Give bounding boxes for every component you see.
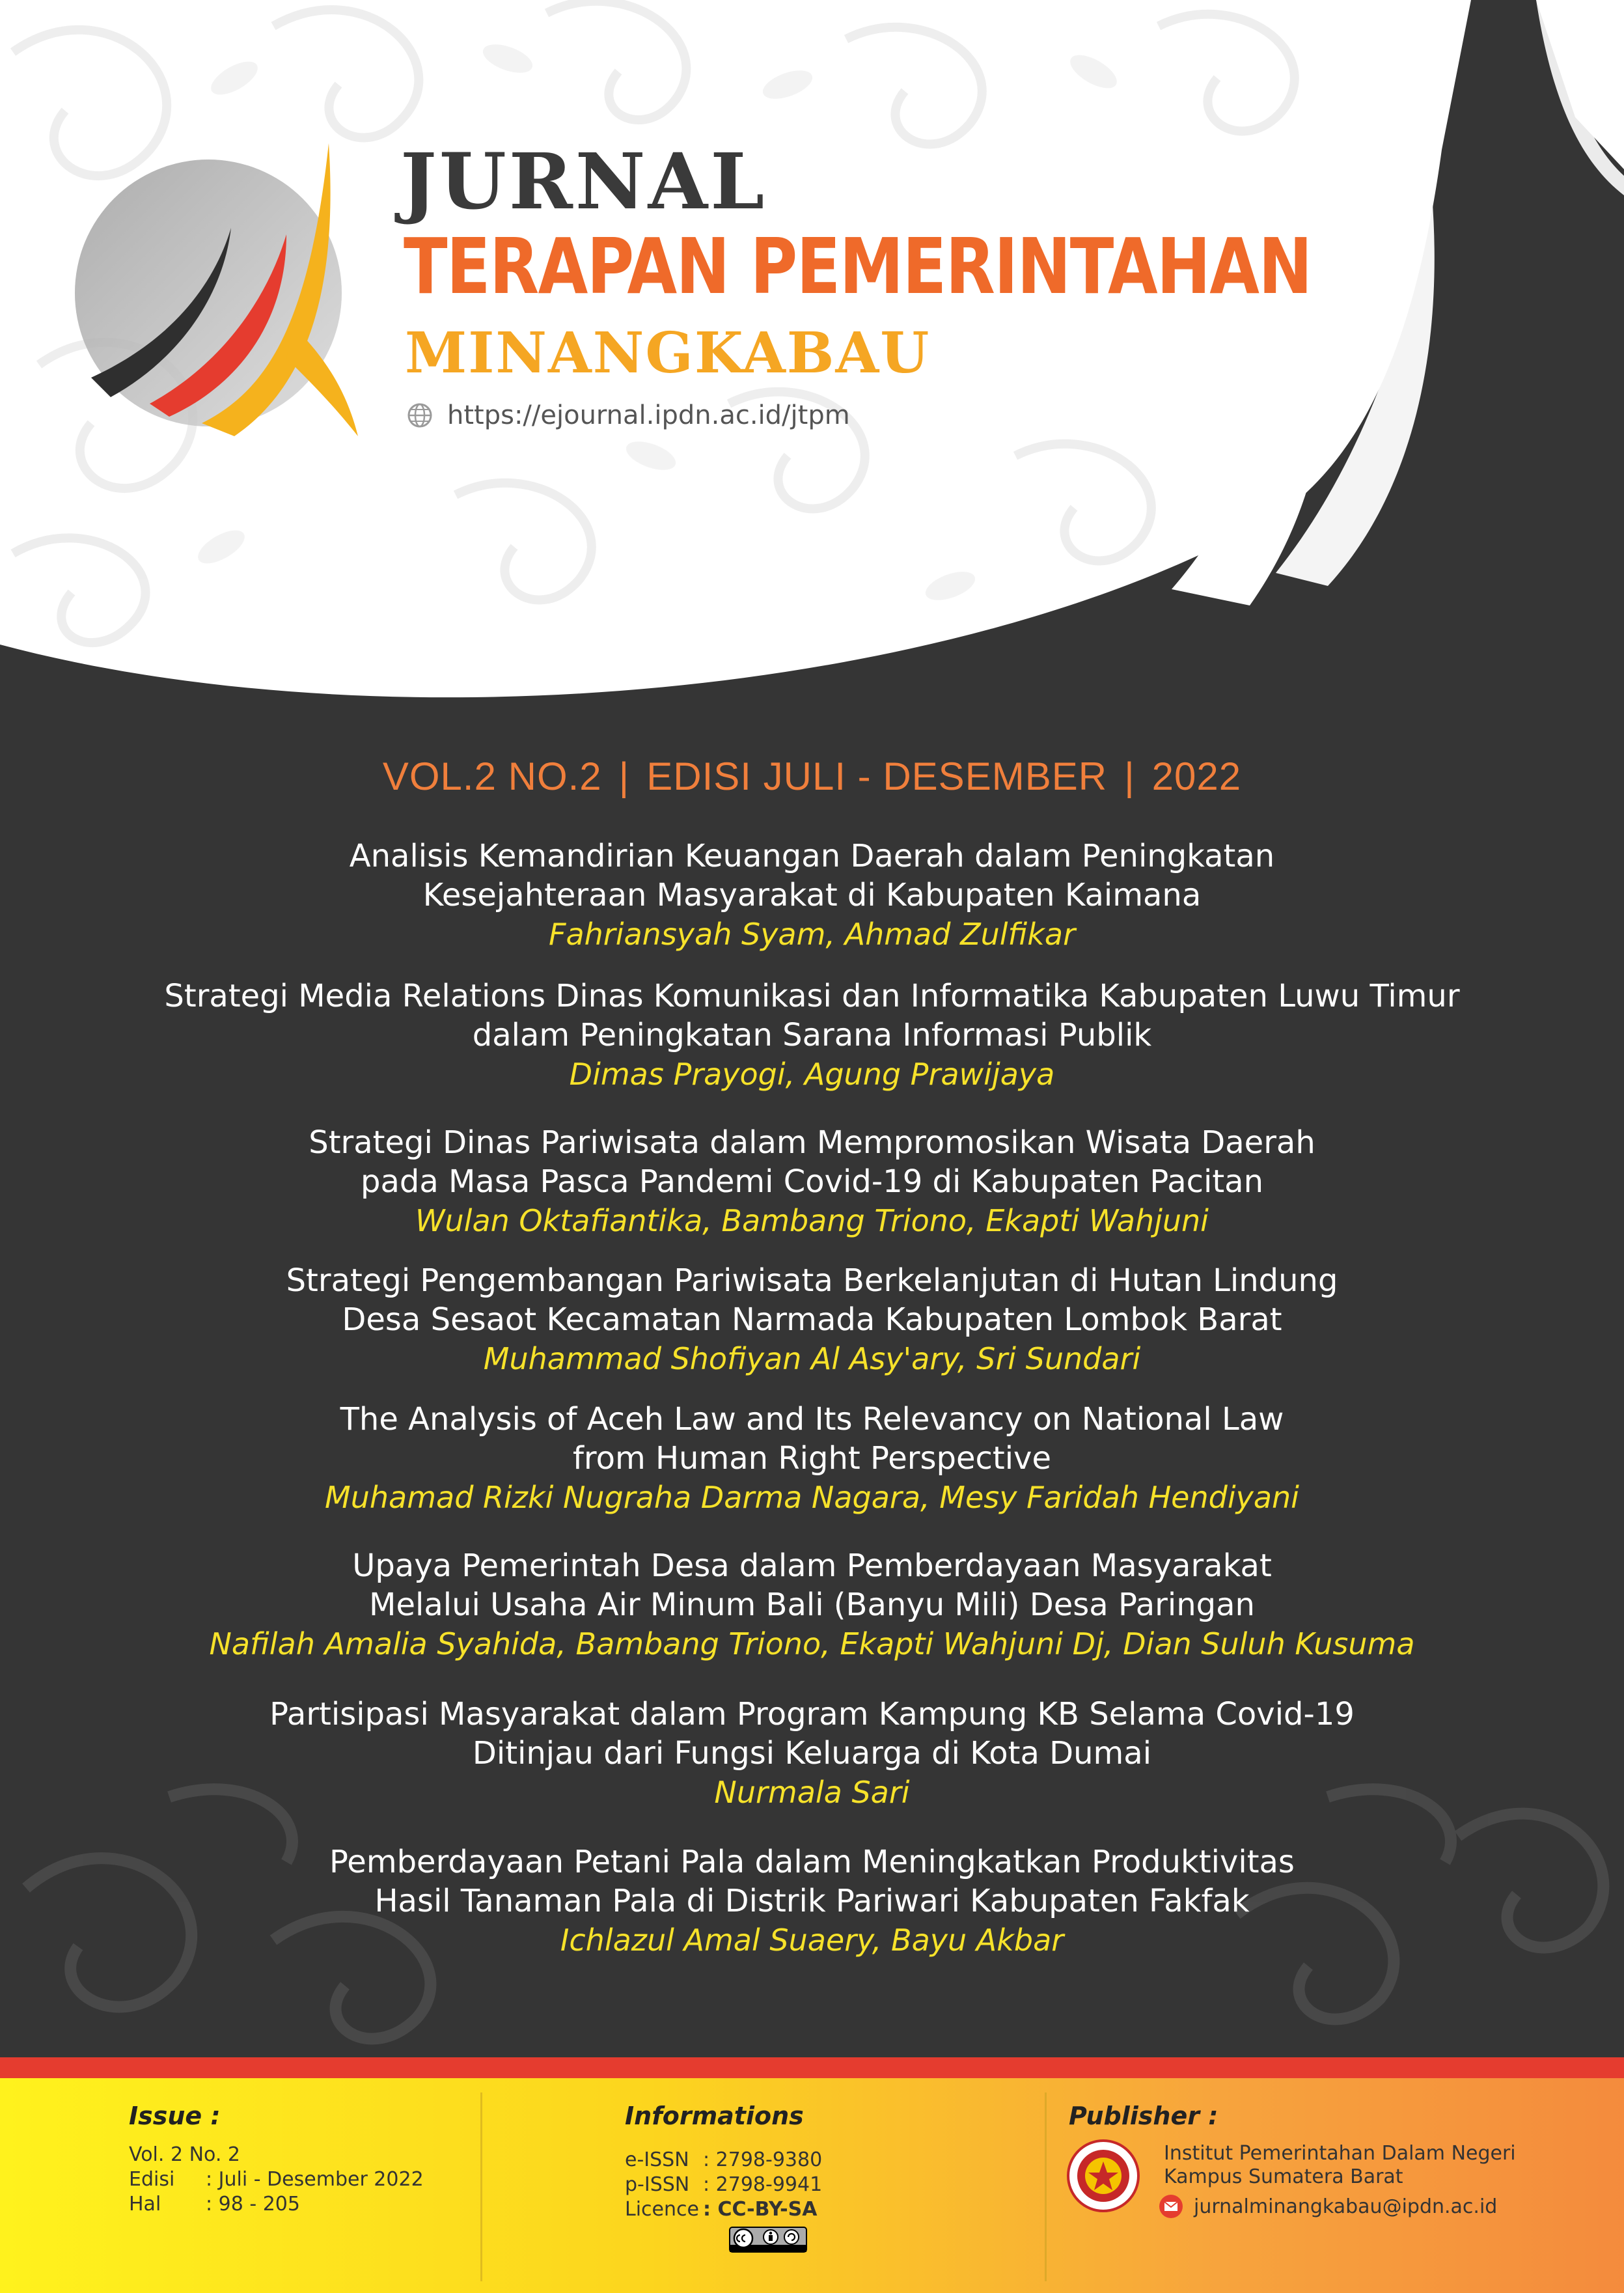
globe-icon: [407, 402, 433, 428]
footer-eissn: [625, 2148, 822, 2171]
footer-issue-hal: [129, 2193, 300, 2216]
footer-issue-heading: Issue :: [129, 2102, 221, 2130]
article-title: Partisipasi Masyarakat dalam Program Kampung KB Selama Covid-19: [269, 1696, 1355, 1732]
publisher-name-line2: Kampus Sumatera Barat: [1164, 2165, 1403, 2188]
footer-divider: [480, 2092, 482, 2281]
footer-issue-volno: Vol. 2 No. 2: [129, 2143, 241, 2166]
article-title: Upaya Pemerintah Desa dalam Pemberdayaan Masyarakat: [352, 1548, 1272, 1584]
footer-pissn-value: : 2798-9941: [703, 2173, 823, 2196]
article-authors: Muhamad Rizki Nugraha Darma Nagara, Mesy Faridah Hendiyani: [325, 1480, 1299, 1515]
article-authors: Nafilah Amalia Syahida, Bambang Triono, Ekapti Wahjuni Dj, Dian Suluh Kusuma: [209, 1626, 1415, 1661]
article-title: Analisis Kemandirian Keuangan Daerah dalam Peningkatan: [349, 838, 1275, 874]
article-item[interactable]: [0, 1695, 1624, 1812]
article-title: Kesejahteraan Masyarakat di Kabupaten Kaimana: [422, 877, 1202, 913]
footer-divider: [1045, 2092, 1047, 2281]
issue-separator: |: [1124, 755, 1135, 798]
footer-pissn-label: p-ISSN: [625, 2173, 690, 2196]
footer-red-band: [0, 2057, 1624, 2078]
article-item[interactable]: [0, 977, 1624, 1094]
ipdn-seal-icon: [1066, 2139, 1141, 2214]
article-authors: Wulan Oktafiantika, Bambang Triono, Ekapti Wahjuni: [415, 1203, 1209, 1238]
article-authors: Muhammad Shofiyan Al Asy'ary, Sri Sundari: [483, 1341, 1141, 1376]
issue-year: 2022: [1151, 755, 1242, 798]
article-item[interactable]: [0, 1400, 1624, 1517]
article-item[interactable]: [0, 1123, 1624, 1240]
article-title: Desa Sesaot Kecamatan Narmada Kabupaten Lombok Barat: [342, 1301, 1282, 1338]
journal-title-line1: JURNAL: [400, 136, 767, 227]
footer-eissn-label: e-ISSN: [625, 2148, 689, 2171]
article-authors: Dimas Prayogi, Agung Prawijaya: [569, 1057, 1055, 1092]
footer-edisi-value: : Juli - Desember 2022: [206, 2168, 424, 2191]
article-title: Strategi Pengembangan Pariwisata Berkelanjutan di Hutan Lindung: [286, 1262, 1338, 1299]
journal-title-line3: MINANGKABAU: [405, 320, 931, 386]
issue-volume: VOL.2 NO.2: [382, 755, 602, 798]
article-title: Pemberdayaan Petani Pala dalam Meningkatkan Produktivitas: [329, 1844, 1295, 1880]
article-item[interactable]: [0, 1261, 1624, 1378]
journal-title-line2: TERAPAN PEMERINTAHAN: [404, 221, 1312, 311]
footer-hal-value: : 98 - 205: [206, 2193, 300, 2216]
article-item[interactable]: [0, 1842, 1624, 1960]
article-title: Strategi Media Relations Dinas Komunikasi dan Informatika Kabupaten Luwu Timur: [164, 978, 1460, 1014]
footer-hal-label: Hal: [129, 2193, 161, 2216]
article-title: Strategi Dinas Pariwisata dalam Mempromosikan Wisata Daerah: [309, 1124, 1315, 1161]
issue-edition: EDISI JULI - DESEMBER: [646, 755, 1108, 798]
article-title: Melalui Usaha Air Minum Bali (Banyu Mili) Desa Paringan: [369, 1587, 1255, 1623]
footer-licence: [625, 2198, 817, 2221]
journal-logo-mark: [72, 130, 378, 469]
publisher-name-line1: Institut Pemerintahan Dalam Negeri: [1164, 2142, 1516, 2165]
footer-licence-value: : CC-BY-SA: [703, 2198, 818, 2221]
website-row: [407, 400, 850, 430]
issue-line: [0, 754, 1624, 799]
article-title: dalam Peningkatan Sarana Informasi Publik: [472, 1017, 1152, 1053]
article-title: pada Masa Pasca Pandemi Covid-19 di Kabupaten Pacitan: [360, 1163, 1264, 1200]
article-item[interactable]: [0, 1546, 1624, 1663]
footer-edisi-label: Edisi: [129, 2168, 175, 2191]
article-authors: Nurmala Sari: [714, 1775, 910, 1810]
cc-by-sa-icon[interactable]: [729, 2227, 807, 2253]
article-authors: Fahriansyah Syam, Ahmad Zulfikar: [549, 917, 1075, 952]
footer-licence-label: Licence: [625, 2198, 699, 2221]
article-title: from Human Right Perspective: [573, 1440, 1051, 1477]
article-title: Ditinjau dari Fungsi Keluarga di Kota Dumai: [472, 1735, 1152, 1772]
article-title: The Analysis of Aceh Law and Its Relevancy on National Law: [340, 1401, 1284, 1438]
footer-pissn: [625, 2173, 822, 2196]
article-authors: Ichlazul Amal Suaery, Bayu Akbar: [560, 1923, 1064, 1958]
article-item[interactable]: [0, 837, 1624, 954]
publisher-email[interactable]: jurnalminangkabau@ipdn.ac.id: [1194, 2195, 1498, 2218]
footer-eissn-value: : 2798-9380: [703, 2148, 823, 2171]
footer-info-heading: Informations: [625, 2102, 804, 2130]
footer-issue-edisi: [129, 2168, 424, 2191]
footer-publisher-heading: Publisher :: [1069, 2102, 1218, 2130]
mail-icon: [1159, 2194, 1183, 2219]
article-title: Hasil Tanaman Pala di Distrik Pariwari Kabupaten Fakfak: [374, 1883, 1250, 1919]
issue-separator: |: [618, 755, 630, 798]
website-link[interactable]: https://ejournal.ipdn.ac.id/jtpm: [447, 400, 850, 430]
